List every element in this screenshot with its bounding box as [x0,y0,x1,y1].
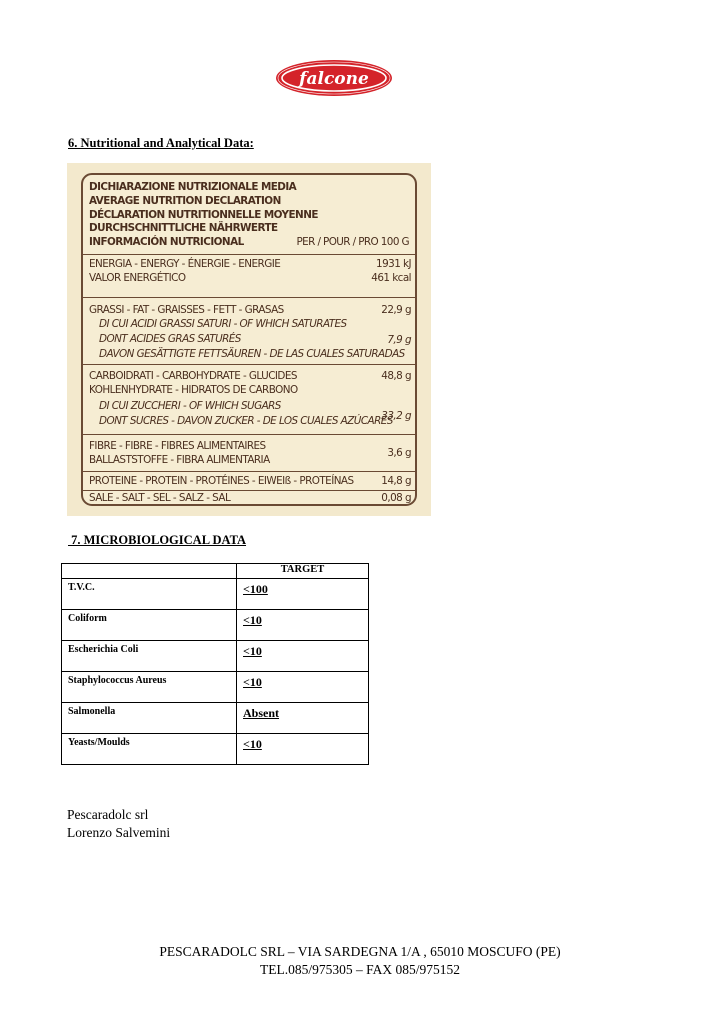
target-value: <10 [237,672,369,703]
organism-name: Coliform [62,610,237,641]
footer-phone: TEL.085/975305 – FAX 085/975152 [260,962,460,977]
fibre-section [83,434,415,471]
target-value: Absent [237,703,369,734]
header-line-es: INFORMACIÓN NUTRICIONAL [89,236,244,249]
organism-name: T.V.C. [62,579,237,610]
signature-block [67,806,170,842]
header-line-fr: DÉCLARATION NUTRITIONNELLE MOYENNE [89,208,318,221]
header-line-de: DURCHSCHNITTLICHE NÄHRWERTE [89,222,278,235]
target-value: <100 [237,579,369,610]
nutrition-label [81,173,417,506]
logo-text: falcone [299,69,369,89]
fibre-value: 3,6 g [387,447,411,459]
carbohydrate-value: 48,8 g [381,370,411,382]
energy-section [83,254,415,294]
nutrition-label-header [89,181,409,250]
sugars-label: DI CUI ZUCCHERI - OF WHICH SUGARS [99,400,281,412]
section-6-heading: 6. Nutritional and Analytical Data: [68,136,254,150]
saturates-label-3: DAVON GESÄTTIGTE FETTSÄUREN - DE LAS CUALES SATURADAS [99,348,405,360]
table-row [62,734,369,765]
fat-label: GRASSI - FAT - GRAISSES - FETT - GRASAS [89,304,284,316]
carbohydrate-label: CARBOIDRATI - CARBOHYDRATE - GLUCIDES [89,370,297,382]
target-header: TARGET [237,564,369,579]
organism-name: Salmonella [62,703,237,734]
target-value: <10 [237,641,369,672]
target-value: <10 [237,610,369,641]
protein-label: PROTEINE - PROTEIN - PROTÉINES - EIWEIß - PROTEÍNAS [89,475,354,487]
per-100g-label: PER / POUR / PRO 100 G [296,236,409,248]
table-row [62,579,369,610]
carbohydrate-section [83,364,415,434]
organism-name: Staphylococcus Aureus [62,672,237,703]
salt-value: 0,08 g [381,492,411,504]
salt-label: SALE - SALT - SEL - SALZ - SAL [89,492,231,504]
signature-company: Pescaradolc srl [67,807,149,822]
fibre-label: FIBRE - FIBRE - FIBRES ALIMENTAIRES [89,440,266,452]
page-footer [0,943,720,979]
organism-name: Escherichia Coli [62,641,237,672]
energy-label: ENERGIA - ENERGY - ÉNERGIE - ENERGIE [89,258,281,270]
energy-kcal-value: 461 kcal [371,272,411,284]
header-line-it: DICHIARAZIONE NUTRIZIONALE MEDIA [89,181,297,193]
energy-kj-value: 1931 kJ [376,258,411,270]
footer-address: PESCARADOLC SRL – VIA SARDEGNA 1/A , 65010 MOSCUFO (PE) [159,944,561,959]
fat-value: 22,9 g [381,304,411,316]
sugars-label-2: DONT SUCRES - DAVON ZUCKER - DE LOS CUALES AZÚCARES [99,415,393,427]
salt-section [83,490,415,506]
table-row [62,703,369,734]
signature-person: Lorenzo Salvemini [67,825,171,840]
saturates-label-2: DONT ACIDES GRAS SATURÉS [99,333,241,345]
sugars-value: 33,2 g [381,410,411,422]
table-row [62,672,369,703]
header-empty-cell [62,564,237,579]
fibre-label-2: BALLASTSTOFFE - FIBRA ALIMENTARIA [89,454,270,466]
header-line-en: AVERAGE NUTRITION DECLARATION [89,194,281,207]
microbiological-table [61,563,369,765]
table-header-row [62,564,369,579]
saturates-value: 7,9 g [387,334,411,346]
protein-value: 14,8 g [381,475,411,487]
falcone-logo [274,56,394,100]
fat-section [83,297,415,364]
nutrition-label-panel [67,163,431,516]
saturates-label: DI CUI ACIDI GRASSI SATURI - OF WHICH SATURATES [99,318,347,330]
table-row [62,610,369,641]
section-7-heading: 7. MICROBIOLOGICAL DATA [68,533,247,547]
organism-name: Yeasts/Moulds [62,734,237,765]
target-value: <10 [237,734,369,765]
energy-label-2: VALOR ENERGÉTICO [89,272,186,284]
carbohydrate-label-2: KOHLENHYDRATE - HIDRATOS DE CARBONO [89,384,298,396]
table-row [62,641,369,672]
